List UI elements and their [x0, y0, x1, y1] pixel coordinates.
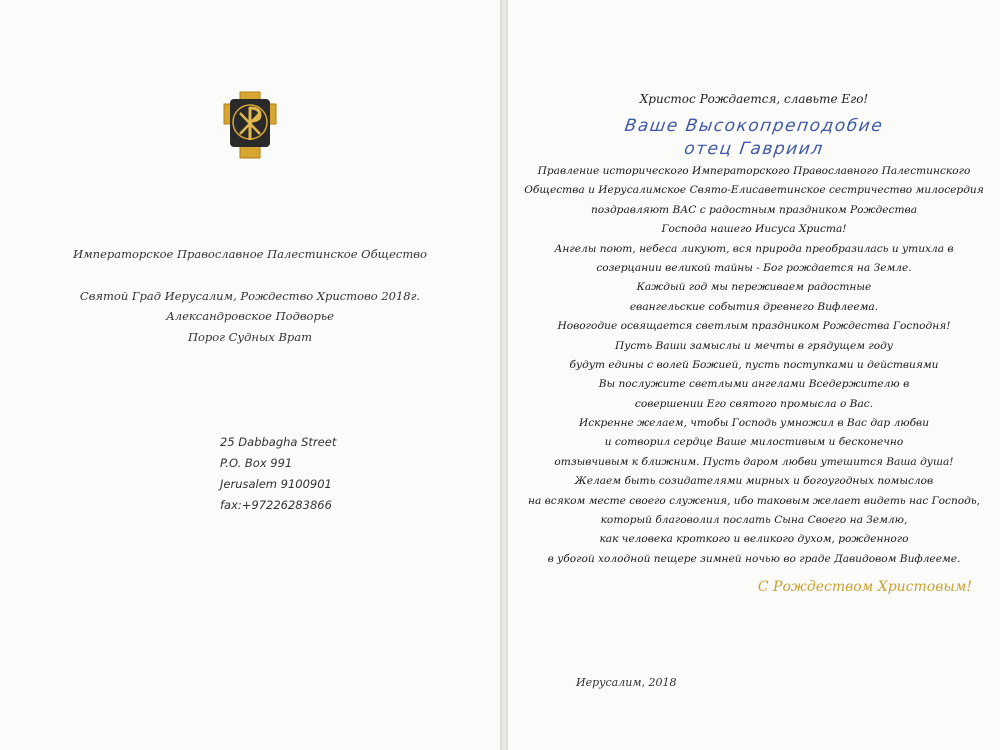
body-line: созерцании великой тайны - Бог рождается на Земле.: [596, 261, 912, 274]
body-line: Вы послужите светлыми ангелами Вседержителю в: [598, 378, 910, 391]
postal-address: [220, 432, 336, 516]
body-line: Ангелы поют, небеса ликуют, вся природа преобразилась и утихла в: [554, 242, 954, 255]
address-po-box: P.O. Box 991: [220, 456, 293, 470]
body-line: на всяком месте своего служения, ибо таковым желает видеть нас Господь,: [527, 494, 981, 507]
body-line: Пусть Ваши замыслы и мечты в грядущем году: [614, 339, 894, 352]
right-page: [508, 0, 1000, 750]
organization-name: Императорское Православное Палестинское Общество: [73, 247, 427, 261]
body-line: и сотворил сердце Ваше милостивым и бесконечно: [604, 436, 904, 449]
body-line: евангельские события древнего Вифлеема.: [629, 300, 879, 313]
body-line: как человека кроткого и великого духом, рожденного: [599, 533, 909, 546]
body-line: Правление исторического Императорского Православного Палестинского: [537, 165, 971, 177]
chi-rho-cross-emblem-icon: [222, 90, 278, 160]
place-and-year: Иерусалим, 2018: [576, 676, 677, 689]
body-line: в убогой холодной пещере зимней ночью во граде Давидовом Вифлееме.: [547, 552, 961, 565]
address-street: 25 Dabbagha Street: [220, 435, 337, 449]
body-line: Искренне желаем, чтобы Господь умножил в Вас дар любви: [578, 417, 930, 430]
body-line: Новогодие освящается светлым праздником Рождества Господня!: [557, 320, 951, 333]
closing-wish: С Рождеством Христовым!: [757, 579, 972, 595]
address-fax: fax:+97226283866: [220, 498, 332, 512]
body-line: Господа нашего Иисуса Христа!: [661, 223, 847, 236]
podvorye-line: Александровское Подворье: [166, 309, 334, 323]
address-city: Jerusalem 9100901: [220, 477, 332, 491]
body-line: Каждый год мы переживаем радостные: [636, 281, 872, 294]
letter-body: [508, 162, 1000, 569]
body-line: который благоволил послать Сына Своего на Землю,: [600, 514, 908, 527]
body-line: поздравляют ВАС с радостным праздником Рождества: [590, 203, 918, 216]
body-line: отзывчивым к ближним. Пусть даром любви утешится Ваша душа!: [554, 455, 954, 468]
page-fold: [500, 0, 508, 750]
city-date-line: Святой Град Иерусалим, Рождество Христово 2018г.: [79, 289, 421, 303]
christmas-greeting: Христос Рождается, славьте Его!: [639, 92, 869, 106]
body-line: Желаем быть созидателями мирных и богоугодных помыслов: [574, 475, 934, 488]
body-line: совершении Его святого промысла о Вас.: [634, 397, 874, 410]
handwritten-salutation: Ваше Высокопреподобие: [623, 116, 885, 136]
body-line: Общества и Иерусалимское Свято-Елисаветинское сестричество милосердия: [524, 184, 984, 197]
handwritten-addressee: отец Гавриил: [682, 139, 826, 159]
body-line: будут едины с волей Божией, пусть поступками и действиями: [569, 358, 939, 371]
gate-line: Порог Судных Врат: [187, 330, 313, 344]
